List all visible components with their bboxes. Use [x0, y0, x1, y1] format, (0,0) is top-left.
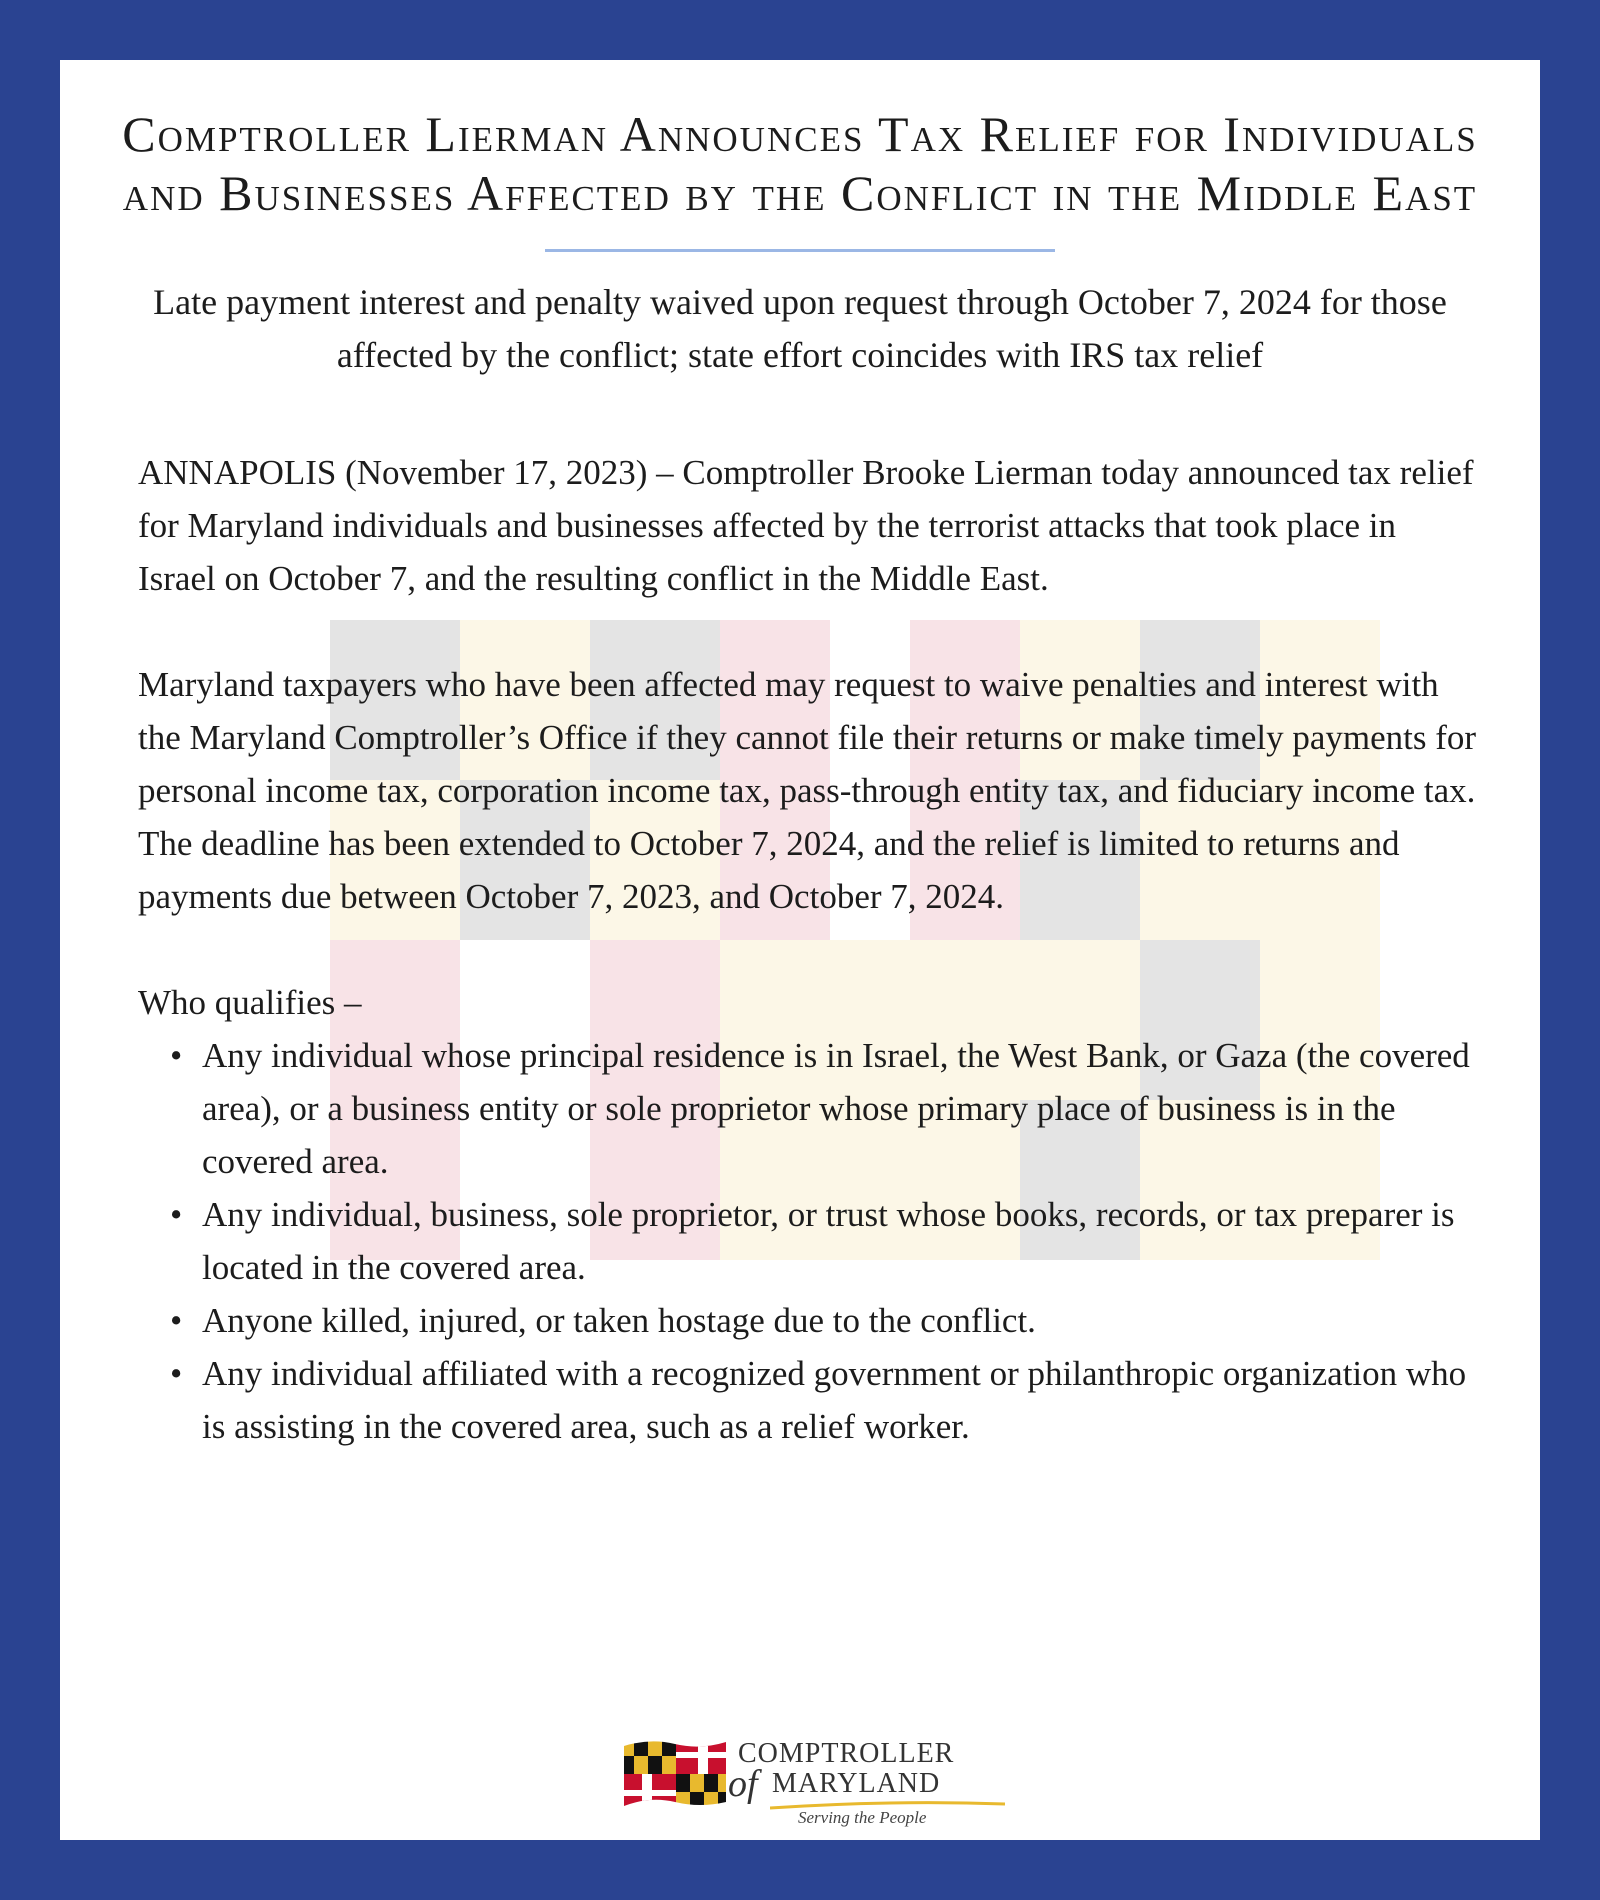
- comptroller-logo: [620, 1720, 1000, 1830]
- press-release-card: [60, 60, 1540, 1840]
- list-item: • Any individual whose principal residence is in Israel, the West Bank, or Gaza (the covered area), or a business entity or sole proprietor whose primary place of business is in the covered area.: [138, 1029, 1478, 1188]
- list-item: • Any individual affiliated with a recognized government or philanthropic organization who is assisting in the covered area, such as a relief worker.: [138, 1347, 1478, 1453]
- list-item: • Any individual, business, sole proprietor, or trust whose books, records, or tax preparer is located in the covered area.: [138, 1188, 1478, 1294]
- subheadline: Late payment interest and penalty waived upon request through October 7, 2024 for those affected by the conflict; state effort coincides with IRS tax relief: [153, 282, 1447, 375]
- list-item: • Anyone killed, injured, or taken hostage due to the conflict.: [138, 1294, 1478, 1347]
- logo-text-comptroller: COMPTROLLER: [738, 1738, 955, 1769]
- qualifies-heading: Who qualifies –: [138, 983, 362, 1022]
- logo-text-of: of: [728, 1763, 758, 1805]
- content: [60, 60, 1540, 1840]
- logo-tagline: Serving the People: [798, 1808, 927, 1827]
- maryland-flag-icon: [620, 1736, 730, 1810]
- headline-divider: [545, 249, 1055, 252]
- qualifies-list: [138, 1029, 1478, 1453]
- headline: Comptroller Lierman Announces Tax Relief for Individuals and Businesses Affected by the Conflict in the Middle East: [122, 106, 1478, 221]
- logo-text-maryland: MARYLAND: [772, 1768, 941, 1799]
- paragraph-details: Maryland taxpayers who have been affected may request to waive penalties and interest with the Maryland Comptroller’s Office if they cannot file their returns or make timely payments for personal income tax, corporation income tax, pass-through entity tax, and fiduciary income tax. The deadline has been extended to October 7, 2024, and the relief is limited to returns and payments due between October 7, 2023, and October 7, 2024.: [138, 665, 1477, 916]
- paragraph-intro: ANNAPOLIS (November 17, 2023) – Comptroller Brooke Lierman today announced tax relief for Maryland individuals and businesses affected by the terrorist attacks that took place in Israel on October 7, and the resulting conflict in the Middle East.: [138, 453, 1474, 598]
